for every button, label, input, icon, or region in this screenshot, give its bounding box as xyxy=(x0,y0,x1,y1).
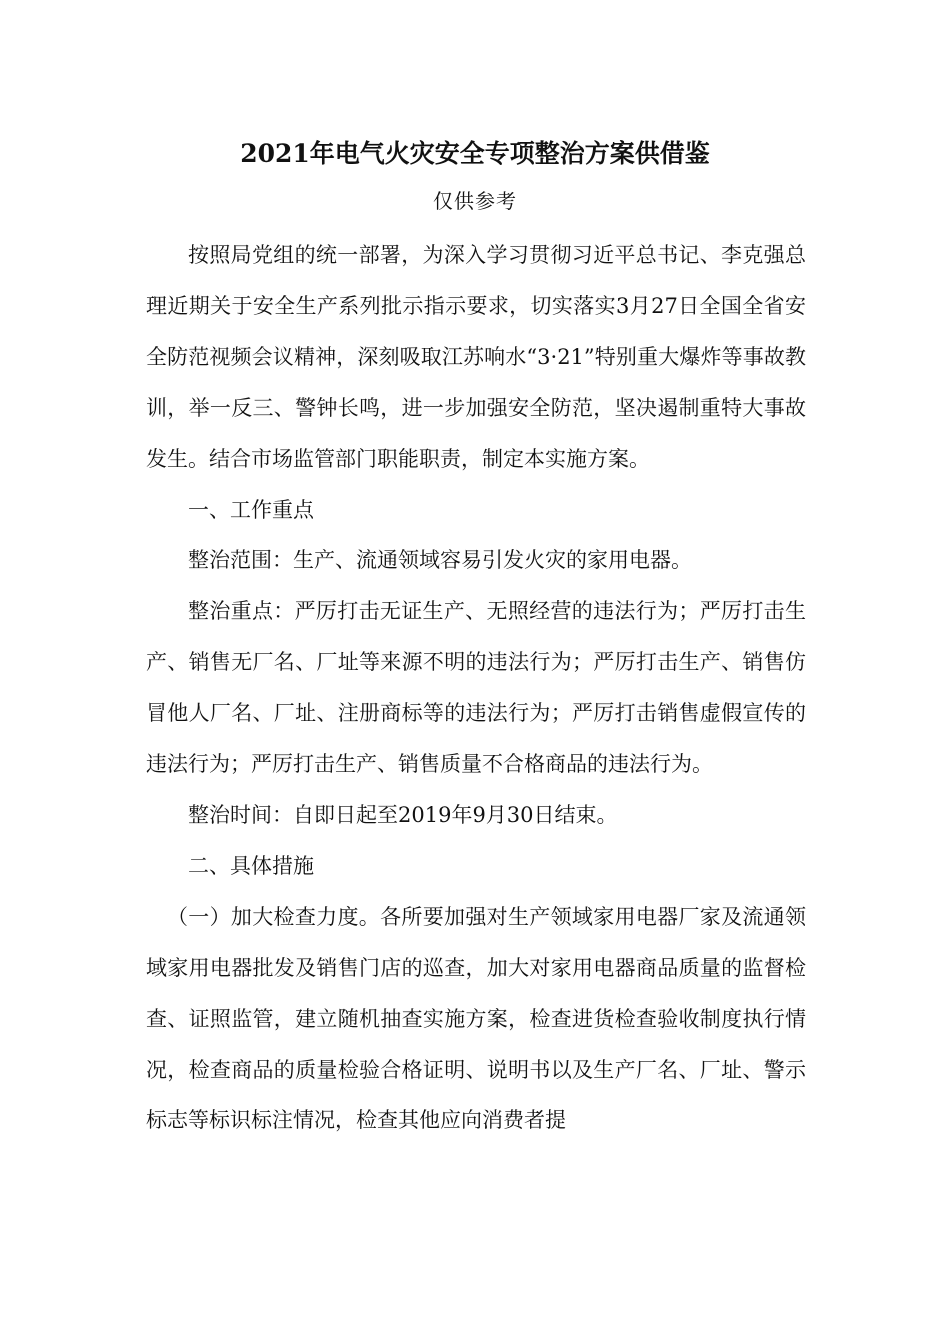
paragraph-scope: 整治范围：生产、流通领域容易引发火灾的家用电器。 xyxy=(188,548,692,573)
heading-measures: 二、具体措施 xyxy=(188,853,314,878)
document-subtitle: 仅供参考 xyxy=(433,189,517,213)
document-body xyxy=(146,230,806,1146)
paragraph-time: 整治时间：自即日起至2019年9月30日结束。 xyxy=(188,802,618,827)
paragraph-focus: 整治重点：严厉打击无证生产、无照经营的违法行为；严厉打击生产、销售无厂名、厂址等来源不明的违法行为；严厉打击生产、销售仿冒他人厂名、厂址、注册商标等的违法行为；严厉打击销售虚假宣传的违法行为；严厉打击生产、销售质量不合格商品的违法行为。 xyxy=(146,599,806,777)
document-title: 2021年电气火灾安全专项整治方案供借鉴 xyxy=(240,139,710,168)
paragraph-intro: 按照局党组的统一部署，为深入学习贯彻习近平总书记、李克强总理近期关于安全生产系列批示指示要求，切实落实3月27日全国全省安全防范视频会议精神，深刻吸取江苏响水“3·21”特别重大爆炸等事故教训，举一反三、警钟长鸣，进一步加强安全防范，坚决遏制重特大事故发生。结合市场监管部门职能职责，制定本实施方案。 xyxy=(146,243,806,471)
heading-work-focus: 一、工作重点 xyxy=(188,497,314,522)
paragraph-measure-1: （一）加大检查力度。各所要加强对生产领域家用电器厂家及流通领域家用电器批发及销售门店的巡查，加大对家用电器商品质量的监督检查、证照监管，建立随机抽查实施方案，检查进货检查验收制度执行情况，检查商品的质量检验合格证明、说明书以及生产厂名、厂址、警示标志等标识标注情况，检查其他应向消费者提 xyxy=(146,904,806,1133)
